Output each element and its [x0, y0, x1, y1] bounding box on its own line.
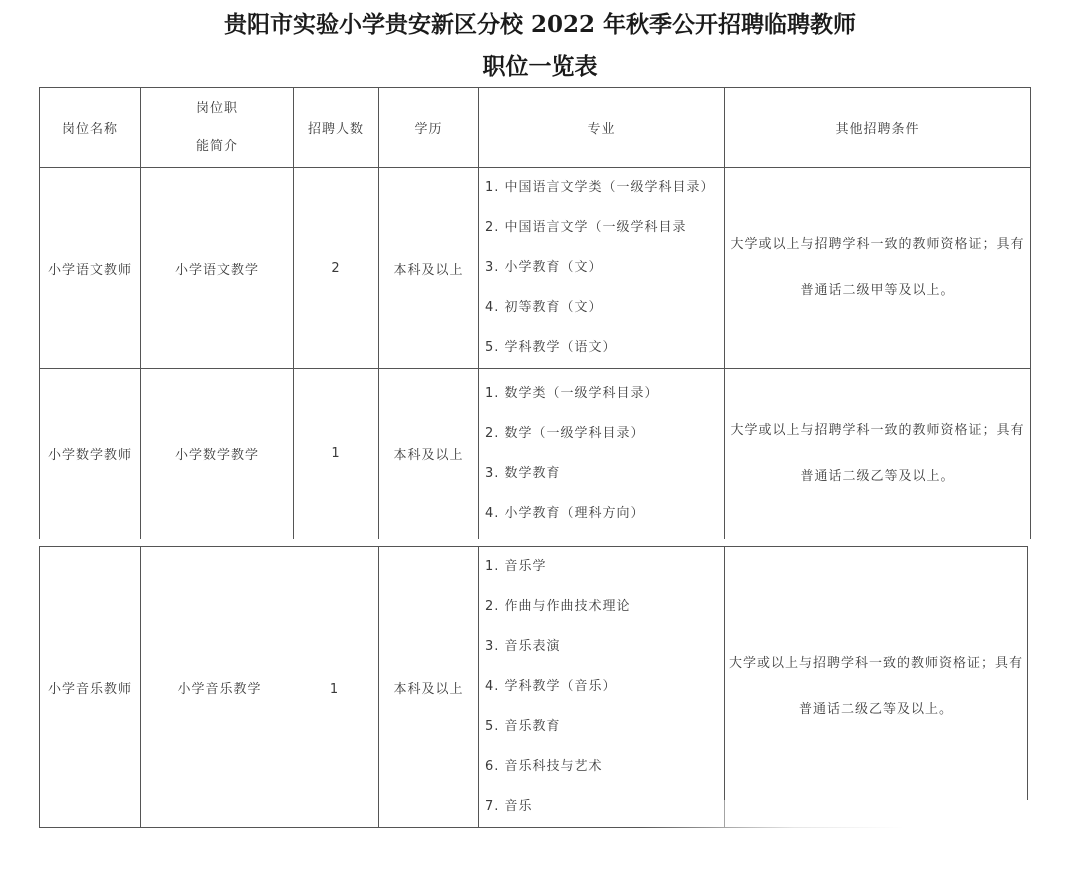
header-count: 招聘人数 [294, 88, 379, 168]
table-header-row [40, 88, 1031, 168]
major-list [479, 374, 724, 534]
document-title: 贵阳市实验小学贵安新区分校 2022 年秋季公开招聘临聘教师 [223, 11, 857, 38]
header-position-name: 岗位名称 [40, 88, 141, 168]
bottom-right-fade [640, 800, 1080, 872]
education-requirement: 本科及以上 [379, 168, 479, 369]
major-list [479, 168, 724, 368]
major-item: 7. 音乐 [485, 799, 533, 814]
position-name: 小学语文教师 [40, 168, 141, 369]
table-row [40, 369, 1031, 539]
positions-table-top [39, 87, 1031, 539]
major-item: 1. 数学类（一级学科目录） [485, 385, 659, 401]
other-conditions: 大学或以上与招聘学科一致的教师资格证；具有普通话二级乙等及以上。 [725, 369, 1031, 539]
major-item: 4. 小学教育（理科方向） [485, 505, 645, 521]
position-name: 小学数学教师 [40, 369, 141, 539]
major-item: 5. 音乐教育 [485, 719, 561, 734]
recruit-count: 1 [329, 681, 340, 697]
position-name: 小学音乐教师 [40, 547, 141, 828]
major-cell [479, 168, 725, 369]
recruit-count: 2 [294, 168, 379, 369]
header-function-line2: 能简介 [195, 138, 238, 154]
major-item: 2. 作曲与作曲技术理论 [485, 599, 631, 614]
major-item: 3. 音乐表演 [485, 639, 561, 654]
table-row [40, 547, 1028, 828]
other-conditions: 大学或以上与招聘学科一致的教师资格证；具有普通话二级甲等及以上。 [725, 168, 1031, 369]
position-function: 小学数学教学 [141, 369, 294, 539]
document-subtitle: 职位一览表 [482, 53, 598, 80]
major-item: 5. 学科教学（语文） [485, 340, 617, 355]
positions-table-bottom [39, 546, 1028, 828]
major-item: 1. 音乐学 [485, 559, 547, 574]
major-item: 4. 初等教育（文） [485, 300, 603, 315]
table-row [40, 168, 1031, 369]
recruit-count: 1 [294, 369, 379, 539]
position-function: 小学语文教学 [141, 168, 294, 369]
major-item: 2. 数学（一级学科目录） [485, 425, 645, 441]
education-requirement: 本科及以上 [379, 547, 479, 828]
header-major: 专业 [479, 88, 725, 168]
header-other-conditions: 其他招聘条件 [725, 88, 1031, 168]
header-function [141, 88, 294, 168]
position-function-text: 小学音乐教学 [177, 681, 262, 697]
major-item: 6. 音乐科技与艺术 [485, 759, 603, 774]
major-list [479, 547, 724, 827]
major-item: 3. 数学教育 [485, 465, 561, 481]
major-item: 3. 小学教育（文） [485, 260, 603, 275]
major-item: 2. 中国语言文学（一级学科目录 [485, 220, 687, 235]
header-function-line1: 岗位职 [195, 100, 238, 116]
header-education: 学历 [379, 88, 479, 168]
position-function [141, 547, 379, 828]
major-cell [479, 547, 725, 828]
major-item: 1. 中国语言文学类（一级学科目录） [485, 180, 715, 195]
major-item: 4. 学科教学（音乐） [485, 679, 617, 694]
education-requirement: 本科及以上 [379, 369, 479, 539]
major-cell [479, 369, 725, 539]
other-conditions: 大学或以上与招聘学科一致的教师资格证；具有普通话二级乙等及以上。 [725, 547, 1028, 828]
